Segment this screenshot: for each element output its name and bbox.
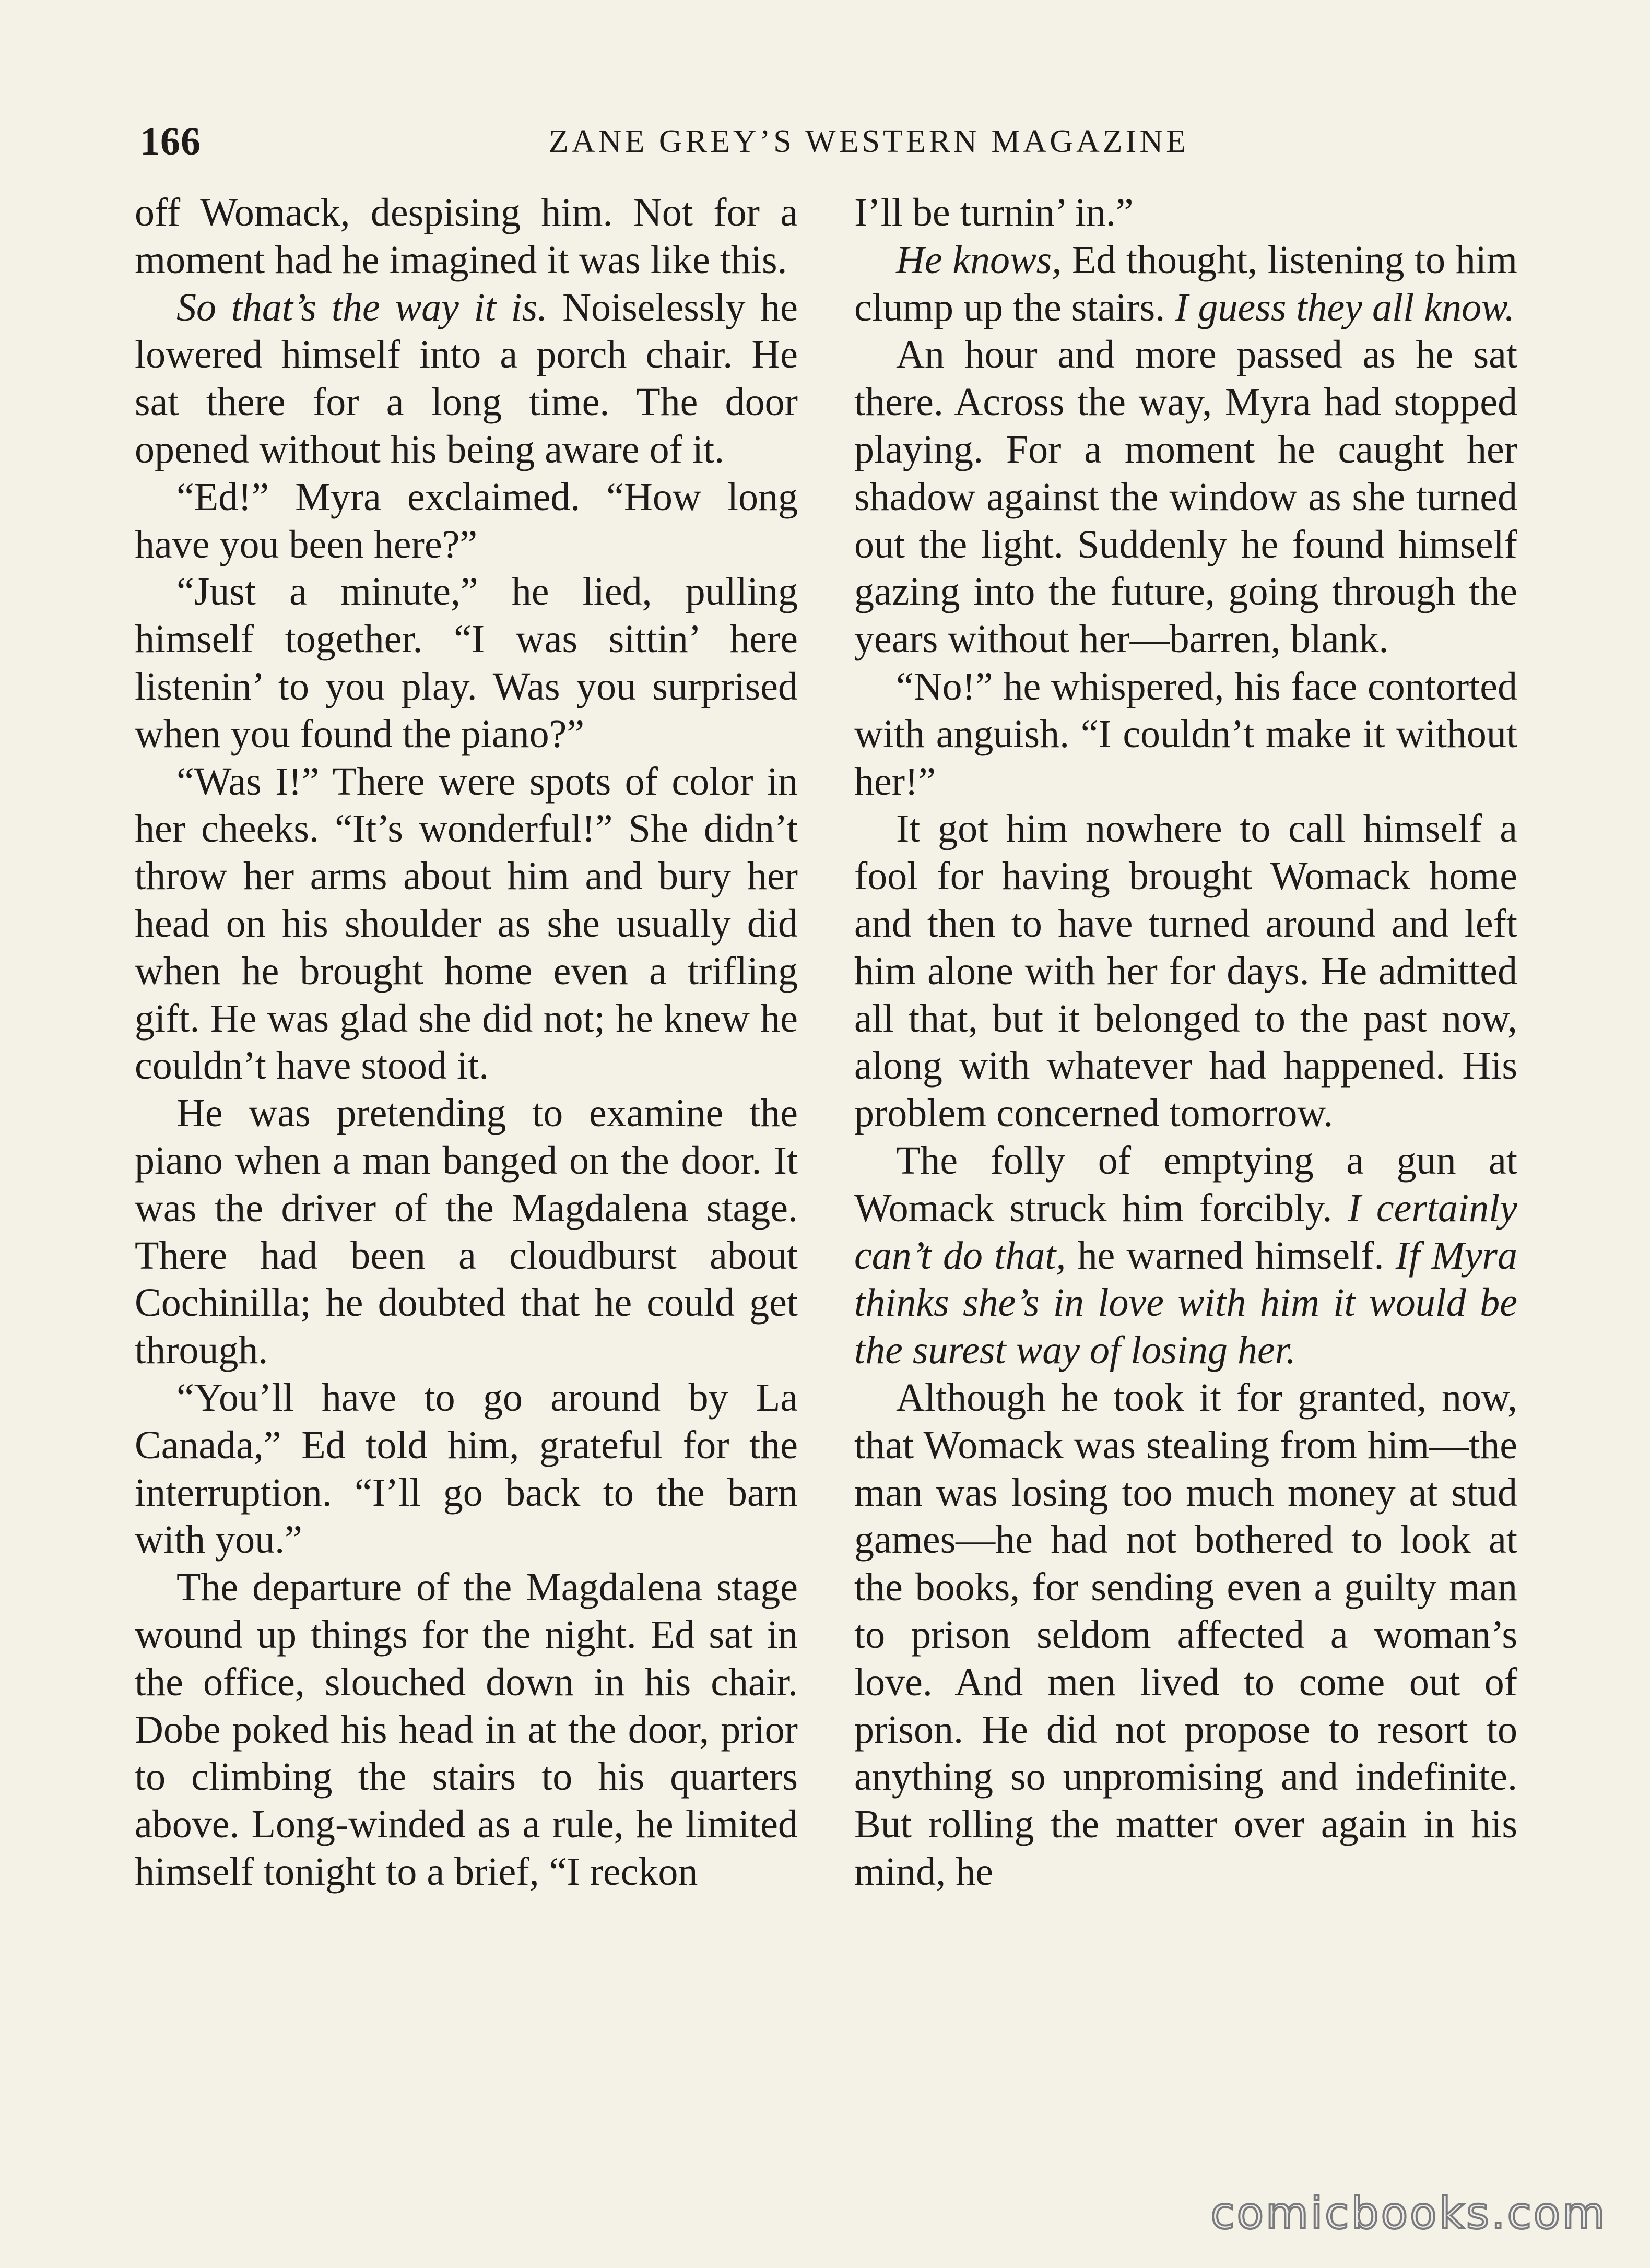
paragraph: An hour and more passed as he sat there. Across the way, Myra had stopped playing. For a moment he caught her shadow against the window as she turned out the light. Suddenly he found himself gazing into the future, going through the years without her—barren, blank. bbox=[854, 333, 1517, 662]
paragraph: “No!” he whispered, his face contorted with anguish. “I couldn’t make it without her!” bbox=[854, 664, 1517, 804]
paragraph: off Womack, despising him. Not for a moment had he imagined it was like this. bbox=[135, 191, 798, 282]
paragraph: “Just a minute,” he lied, pulling himself together. “I was sittin’ here listenin’ to you play. Was you surprised when you found the piano?” bbox=[135, 570, 798, 756]
paragraph: “Ed!” Myra exclaimed. “How long have you been here?” bbox=[135, 475, 798, 566]
paragraph: The departure of the Magdalena stage wound up things for the night. Ed sat in the office, slouched down in his chair. Dobe poked his head in at the door, prior to climbing the stairs to his quarters above. Long-winded as a rule, he limited himself tonight to a brief, “I reckon bbox=[135, 1565, 798, 1894]
left-column bbox=[135, 189, 798, 1896]
paragraph: Although he took it for granted, now, that Womack was stealing from him—the man was losing too much money at stud games—he had not bothered to look at the books, for sending even a guilty man to prison seldom affected a woman’s love. And men lived to come out of prison. He did not propose to resort to anything so unpromising and indefinite. But rolling the matter over again in his mind, he bbox=[854, 1375, 1517, 1894]
paragraph: So that’s the way it is. Noiselessly he lowered himself into a porch chair. He sat there for a long time. The door opened without his being aware of it. bbox=[135, 285, 798, 471]
paragraph: I’ll be turnin’ in.” bbox=[854, 191, 1134, 234]
watermark: comicbooks.com bbox=[1210, 2188, 1607, 2239]
paragraph: It got him nowhere to call himself a fool for having brought Womack home and then to have turned around and left him alone with her for days. He admitted all that, but it belonged to the past now, along with whatever had happened. His problem concerned tomorrow. bbox=[854, 807, 1517, 1136]
paragraph: “You’ll have to go around by La Canada,” Ed told him, grateful for the interruption. “I’ll go back to the barn with you.” bbox=[135, 1375, 798, 1562]
page-header bbox=[140, 119, 1519, 166]
right-column bbox=[854, 189, 1517, 1896]
paragraph: “Was I!” There were spots of color in her cheeks. “It’s wonderful!” She didn’t throw her arms about him and bury her head on his shoulder as she usually did when he brought home even a trifling gift. He was glad she did not; he knew he couldn’t have stood it. bbox=[135, 759, 798, 1088]
paragraph: He knows, Ed thought, listening to him clump up the stairs. I guess they all know. bbox=[854, 238, 1517, 329]
running-title: ZANE GREY’S WESTERN MAGAZINE bbox=[549, 124, 1189, 159]
paragraph: The folly of emptying a gun at Womack struck him forcibly. I certainly can’t do that, he warned himself. If Myra thinks she’s in love with him it would be the surest way of losing her. bbox=[854, 1138, 1518, 1373]
page-number: 166 bbox=[140, 120, 201, 163]
paragraph: He was pretending to examine the piano when a man banged on the door. It was the driver of the Magdalena stage. There had been a cloudburst about Cochinilla; he doubted that he could get through. bbox=[135, 1091, 798, 1373]
